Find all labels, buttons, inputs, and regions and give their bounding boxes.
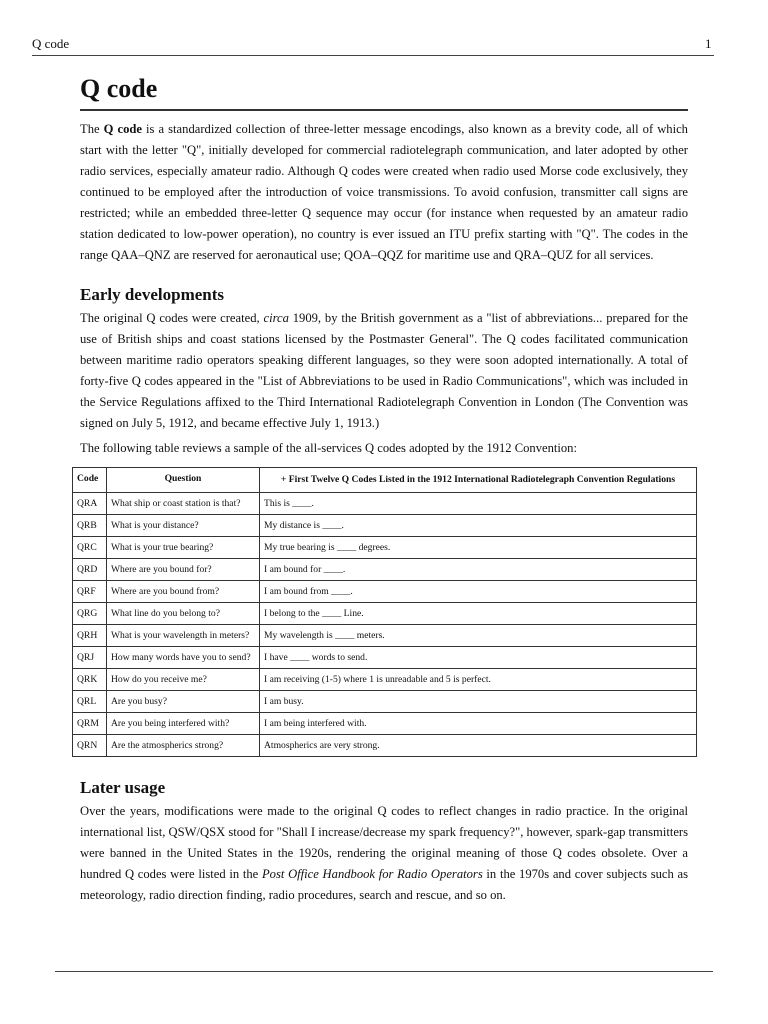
cell-code: QRF (73, 581, 107, 603)
intro-text-post: is a standardized collection of three-letter message encodings, also known as a brevity code, all of which start with the letter "Q", initially developed for commercial radiotelegraph communication, and later adopted by other radio services, especially amateur radio. Although Q codes were created when radio used Morse code exclusively, they continued to be employed after the introduction of voice transmissions. To avoid confusion, transmitter call signs are restricted; while an embedded three-letter Q sequence may occur (for instance when requested by an amateur radio station dedicated to low-power operation), no country is ever issued an ITU prefix starting with "Q". The codes in the range QAA–QNZ are reserved for aeronautical use; QOA–QQZ for maritime use and QRA–QUZ for all services. (80, 122, 688, 262)
cell-question: What is your wavelength in meters? (107, 625, 260, 647)
cell-question: What ship or coast station is that? (107, 493, 260, 515)
cell-answer: Atmospherics are very strong. (260, 735, 697, 757)
header-answer[interactable]: + First Twelve Q Codes Listed in the 1912 International Radiotelegraph Convention Regulations (260, 468, 697, 493)
cell-question: How many words have you to send? (107, 647, 260, 669)
table-row (73, 537, 697, 559)
section-heading-later-usage: Later usage (80, 778, 166, 797)
article-body (77, 119, 688, 906)
header-divider (32, 55, 714, 56)
table-row (73, 493, 697, 515)
later-text-pre: Over the years, modifications were made to the original Q codes to reflect changes in radio practice. In the original international list, QSW/QSX stood for "Shall I increase/decrease my spark frequency?", however, spark-gap transmitters were banned in the United States in the 1920s, rendering the original meaning of those Q codes obsolete. Over a hundred Q codes were listed in the (80, 804, 688, 881)
cell-question: Are you being interfered with? (107, 713, 260, 735)
cell-question: What line do you belong to? (107, 603, 260, 625)
later-italic-title: Post Office Handbook for Radio Operators (261, 867, 483, 881)
cell-question: Are the atmospherics strong? (107, 735, 260, 757)
cell-answer: I am bound from ____. (260, 581, 697, 603)
title-divider (80, 109, 688, 111)
table-row (73, 647, 697, 669)
early-text-pre: The original Q codes were created, (80, 311, 264, 325)
table-body (73, 493, 697, 757)
cell-answer: I belong to the ____ Line. (260, 603, 697, 625)
table-row (73, 603, 697, 625)
cell-code: QRC (73, 537, 107, 559)
cell-code: QRA (73, 493, 107, 515)
header-code: Code (73, 468, 107, 493)
cell-code: QRG (73, 603, 107, 625)
table-row (73, 669, 697, 691)
later-text-post: in the 1970s and cover subjects such as meteorology, radio direction finding, radio procedures, search and rescue, and so on. (80, 867, 688, 902)
cell-answer: I am bound for ____. (260, 559, 697, 581)
cell-code: QRJ (73, 647, 107, 669)
table-header-row (73, 468, 697, 493)
table-row (73, 735, 697, 757)
section-heading-early-developments: Early developments (80, 285, 225, 304)
table-row (73, 691, 697, 713)
cell-answer: I have ____ words to send. (260, 647, 697, 669)
q-codes-table (72, 467, 697, 757)
cell-answer: My wavelength is ____ meters. (260, 625, 697, 647)
cell-answer: I am being interfered with. (260, 713, 697, 735)
cell-code: QRK (73, 669, 107, 691)
table-row (73, 625, 697, 647)
cell-question: Where are you bound for? (107, 559, 260, 581)
cell-answer: I am busy. (260, 691, 697, 713)
cell-answer: This is ____. (260, 493, 697, 515)
cell-question: Are you busy? (107, 691, 260, 713)
cell-code: QRN (73, 735, 107, 757)
intro-text-pre: The (80, 122, 104, 136)
cell-code: QRL (73, 691, 107, 713)
table-row (73, 581, 697, 603)
cell-code: QRD (73, 559, 107, 581)
page-number: 1 (705, 36, 712, 51)
cell-answer: I am receiving (1-5) where 1 is unreadable and 5 is perfect. (260, 669, 697, 691)
page-title: Q code (80, 74, 158, 103)
cell-answer: My distance is ____. (260, 515, 697, 537)
table-row (73, 515, 697, 537)
cell-question: What is your true bearing? (107, 537, 260, 559)
cell-question: Where are you bound from? (107, 581, 260, 603)
intro-paragraph (80, 119, 688, 266)
early-italic: circa (263, 311, 289, 325)
early-developments-paragraph (80, 308, 688, 434)
cell-code: QRH (73, 625, 107, 647)
early-text-post: 1909, by the British government as a "list of abbreviations... prepared for the use of British ships and coast stations licensed by the Postmaster General". The Q codes facilitated communication between maritime radio operators speaking different languages, so they were soon adopted internationally. A total of forty-five Q codes appeared in the "List of Abbreviations to be used in Radio Communications", which was included in the Service Regulations affixed to the Third International Radiotelegraph Convention in London (The Convention was signed on July 5, 1912, and became effective July 1, 1913.) (80, 311, 688, 430)
table-row (73, 559, 697, 581)
footer-divider (55, 971, 713, 972)
cell-question: What is your distance? (107, 515, 260, 537)
intro-bold-term: Q code (103, 122, 142, 136)
later-usage-paragraph (80, 801, 688, 906)
cell-code: QRB (73, 515, 107, 537)
cell-code: QRM (73, 713, 107, 735)
table-row (73, 713, 697, 735)
running-header-title: Q code (32, 36, 70, 51)
table-intro-paragraph: The following table reviews a sample of the all-services Q codes adopted by the 1912 Convention: (80, 441, 577, 455)
cell-question: How do you receive me? (107, 669, 260, 691)
cell-answer: My true bearing is ____ degrees. (260, 537, 697, 559)
header-question: Question (107, 468, 260, 493)
